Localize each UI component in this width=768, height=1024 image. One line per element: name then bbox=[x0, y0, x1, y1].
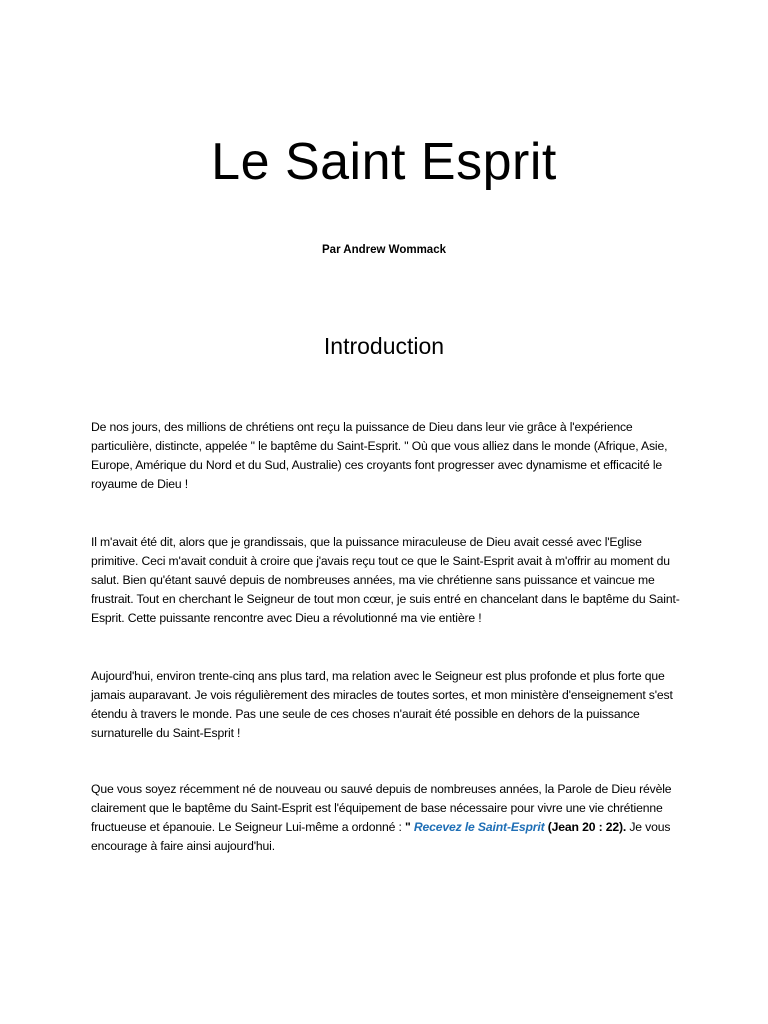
scripture-link[interactable]: Recevez le Saint-Esprit bbox=[410, 820, 545, 834]
author-line: Par Andrew Wommack bbox=[322, 244, 446, 256]
paragraph-3: Aujourd'hui, environ trente-cinq ans plus tard, ma relation avec le Seigneur est plus profonde et plus forte que jamais auparavant. Je vois régulièrement des miracles de toutes sortes, et mon ministère d'enseignement s'est étendu à travers le monde. Pas une seule de ces choses n'aurait été possible en dehors de la puissance surnaturelle du Saint-Esprit ! bbox=[91, 669, 673, 740]
quote-mark: " bbox=[404, 820, 411, 834]
paragraph-4-text: Que vous soyez récemment né de nouveau ou sauvé depuis de nombreuses années, la Parole de Dieu révèle clairement que le baptême du Saint-Esprit est l'équipement de base nécessaire pour vivre une vie chrétienne fructueuse et épanouie. Le Seigneur Lui-même a ordonné : bbox=[91, 782, 672, 834]
scripture-reference: (Jean 20 : 22). bbox=[544, 820, 627, 834]
paragraph-2: Il m'avait été dit, alors que je grandissais, que la puissance miraculeuse de Dieu avait cessé avec l'Eglise primitive. Ceci m'avait conduit à croire que j'avais reçu tout ce que le Saint-Esprit avait à m'offrir au moment du salut. Bien qu'étant sauvé depuis de nombreuses années, ma vie chrétienne sans puissance et vaincue me frustrait. Tout en cherchant le Seigneur de tout mon cœur, je suis entré en chancelant dans le baptême du Saint-Esprit. Cette puissante rencontre avec Dieu a révolutionné ma vie entière ! bbox=[91, 535, 680, 625]
section-heading: Introduction bbox=[323, 333, 445, 359]
paragraph-4 bbox=[91, 780, 681, 856]
document-title: Le Saint Esprit bbox=[211, 133, 557, 191]
paragraph-1: De nos jours, des millions de chrétiens ont reçu la puissance de Dieu dans leur vie grâce à l'expérience particulière, distincte, appelée " le baptême du Saint-Esprit. " Où que vous alliez dans le monde (Afrique, Asie, Europe, Amérique du Nord et du Sud, Australie) ces croyants font progresser avec dynamisme et efficacité le royaume de Dieu ! bbox=[91, 420, 668, 491]
paragraph-4-closing: Je vous encourage à faire ainsi aujourd'hui. bbox=[91, 820, 671, 853]
